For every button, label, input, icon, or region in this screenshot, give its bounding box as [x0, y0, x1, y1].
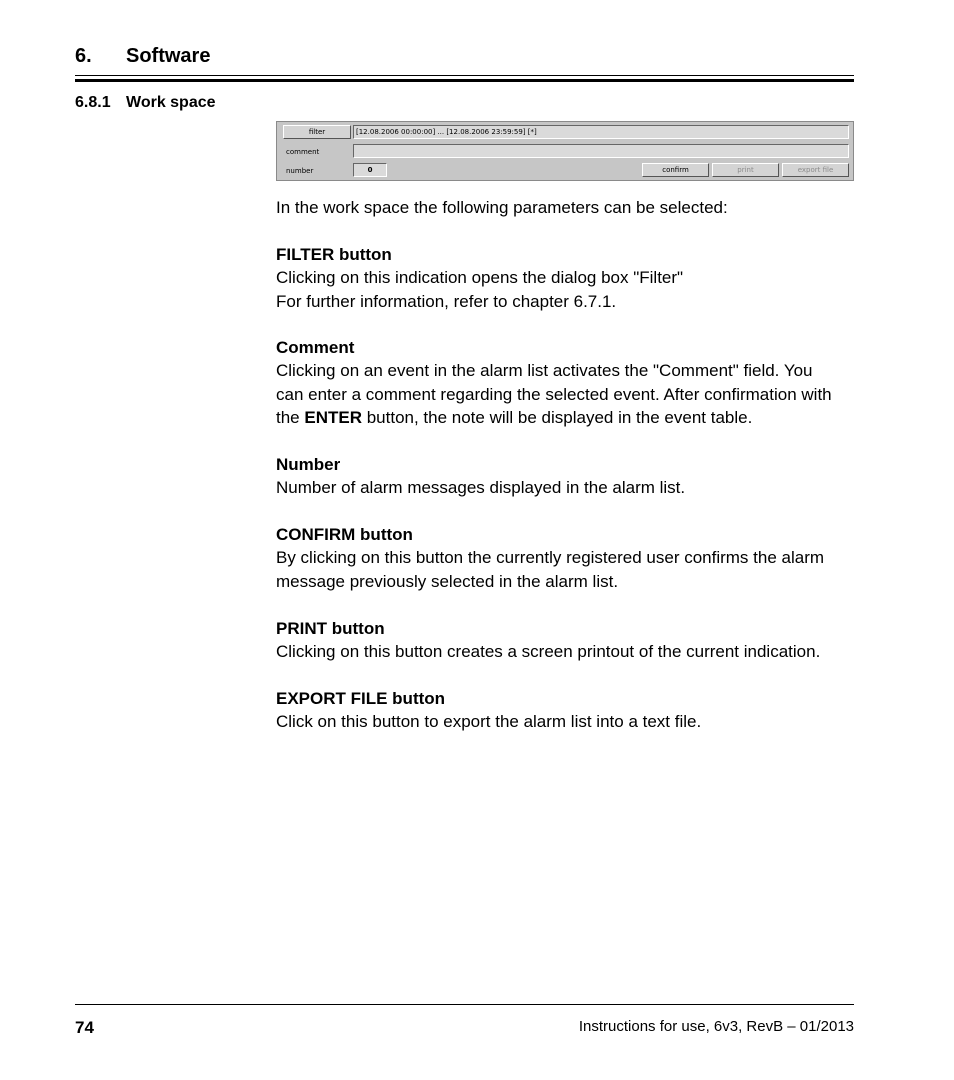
header-rule-thick — [75, 79, 854, 82]
filter-value-field: [12.08.2006 00:00:00] ... [12.08.2006 23:59:59] [*] — [353, 125, 849, 139]
intro-text: In the work space the following parameters can be selected: — [276, 198, 728, 217]
comment-label: comment — [286, 148, 320, 156]
export-heading: EXPORT FILE button — [276, 689, 446, 708]
print-text: Clicking on this button creates a screen printout of the current indication. — [276, 642, 821, 662]
filter-section — [276, 243, 866, 313]
export-file-button[interactable]: export file — [782, 163, 849, 177]
section-title: Work space — [126, 94, 216, 111]
chapter-number: 6. — [75, 45, 92, 67]
comment-text-end: button, the note will be displayed in the event table. — [361, 408, 753, 428]
comment-heading: Comment — [276, 338, 355, 357]
page-number: 74 — [75, 1018, 94, 1037]
export-section — [276, 687, 866, 734]
confirm-heading: CONFIRM button — [276, 525, 413, 544]
export-text: Click on this button to export the alarm list into a text file. — [276, 712, 702, 732]
enter-keyword: ENTER — [304, 408, 362, 428]
filter-text-2: For further information, refer to chapter 6.7.1. — [276, 291, 617, 311]
filter-heading: FILTER button — [276, 245, 392, 264]
comment-field[interactable] — [353, 144, 849, 158]
number-field: 0 — [353, 163, 387, 177]
comment-text-start: Clicking on an event in the alarm list activates the "Comment" field. You can enter a comment regarding the selected event. After confirmation with the — [276, 361, 832, 428]
section-number: 6.8.1 — [75, 94, 111, 111]
comment-text — [276, 359, 836, 429]
confirm-text: By clicking on this button the currently registered user confirms the alarm message previously selected in the alarm list. — [276, 548, 825, 591]
filter-text-1: Clicking on this indication opens the dialog box "Filter" — [276, 268, 684, 288]
confirm-section — [276, 523, 836, 593]
header-rule-thin — [75, 75, 854, 76]
print-button[interactable]: print — [712, 163, 779, 177]
comment-section — [276, 336, 836, 430]
number-label: number — [286, 167, 314, 175]
document-info: Instructions for use, 6v3, RevB – 01/2013 — [578, 1018, 854, 1035]
footer-rule — [75, 1004, 854, 1005]
print-heading: PRINT button — [276, 619, 385, 638]
number-section — [276, 453, 866, 500]
chapter-title: Software — [126, 45, 211, 67]
number-text: Number of alarm messages displayed in the alarm list. — [276, 478, 686, 498]
confirm-button[interactable]: confirm — [642, 163, 709, 177]
number-heading: Number — [276, 455, 341, 474]
filter-button[interactable]: filter — [283, 125, 351, 139]
intro-paragraph — [276, 196, 866, 219]
print-section — [276, 617, 876, 664]
workspace-panel — [276, 121, 854, 181]
